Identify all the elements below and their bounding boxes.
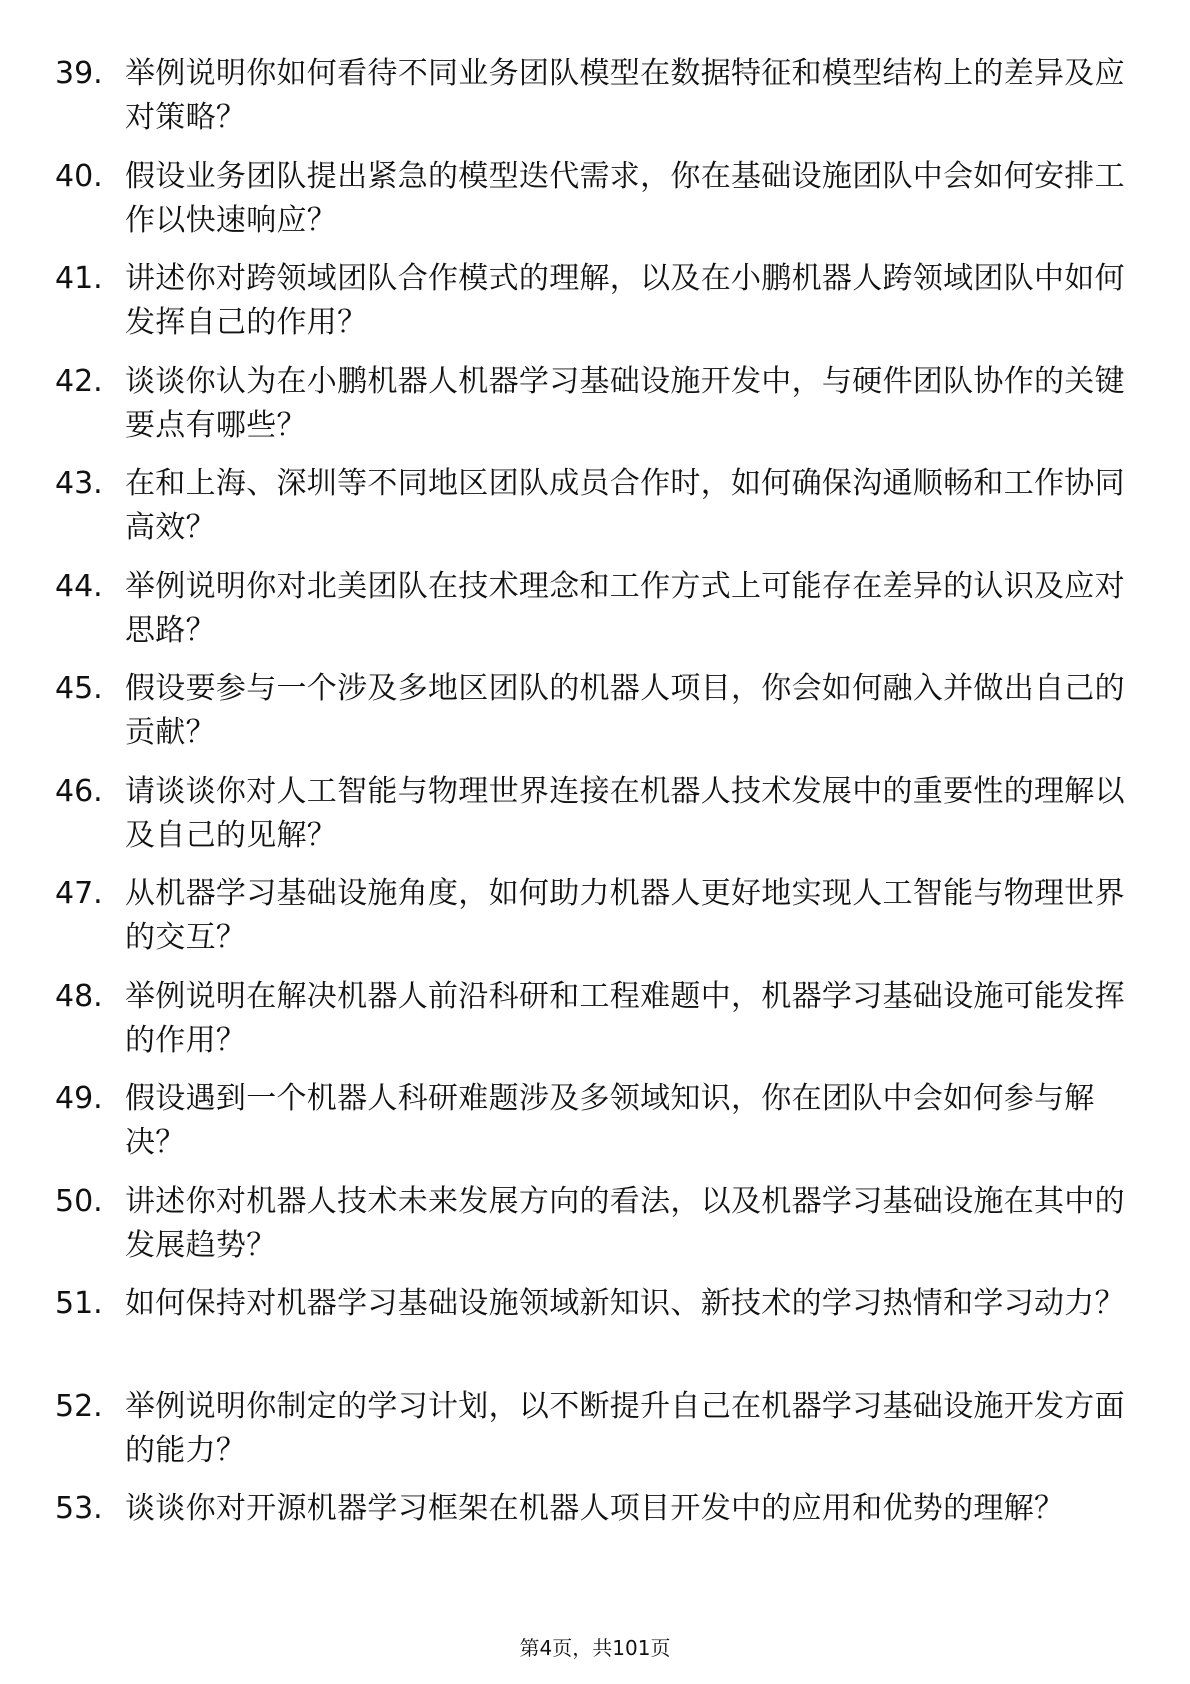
question-text: 讲述你对机器人技术未来发展方向的看法，以及机器学习基础设施在其中的发展趋势？ (125, 1183, 1125, 1263)
question-item (55, 1385, 1135, 1488)
question-text: 在和上海、深圳等不同地区团队成员合作时，如何确保沟通顺畅和工作协同高效？ (125, 466, 1125, 545)
question-number: 45. (55, 671, 103, 706)
question-number: 40. (55, 158, 103, 194)
question-number: 42. (55, 363, 103, 399)
question-item (55, 462, 1135, 565)
question-number: 46. (55, 773, 103, 809)
question-item (55, 1282, 1135, 1385)
question-number: 48. (55, 978, 103, 1014)
page-footer: 第4页，共101页 (519, 1636, 671, 1660)
question-number: 43. (55, 466, 103, 501)
question-item (55, 1077, 1135, 1180)
question-text: 请谈谈你对人工智能与物理世界连接在机器人技术发展中的重要性的理解以及自己的见解？ (125, 773, 1125, 853)
question-number: 41. (55, 261, 103, 296)
question-item (55, 52, 1135, 155)
question-item (55, 1487, 1135, 1590)
question-item (55, 770, 1135, 873)
question-text: 举例说明你制定的学习计划，以不断提升自己在机器学习基础设施开发方面的能力？ (125, 1388, 1125, 1468)
question-number: 47. (55, 876, 103, 911)
question-text: 谈谈你认为在小鹏机器人机器学习基础设施开发中，与硬件团队协作的关键要点有哪些？ (125, 363, 1125, 443)
question-item (55, 1180, 1135, 1283)
question-item (55, 565, 1135, 668)
question-number: 51. (55, 1286, 103, 1321)
question-number: 52. (55, 1388, 103, 1424)
question-number: 44. (55, 568, 103, 604)
question-item (55, 975, 1135, 1078)
question-number: 39. (55, 56, 103, 91)
question-list (55, 52, 1135, 1590)
question-text: 谈谈你对开源机器学习框架在机器人项目开发中的应用和优势的理解？ (125, 1491, 1065, 1526)
question-item (55, 257, 1135, 360)
question-item (55, 872, 1135, 975)
question-text: 从机器学习基础设施角度，如何助力机器人更好地实现人工智能与物理世界的交互？ (125, 876, 1125, 955)
question-item (55, 667, 1135, 770)
question-number: 49. (55, 1081, 103, 1116)
question-number: 53. (55, 1491, 103, 1526)
question-text: 讲述你对跨领域团队合作模式的理解，以及在小鹏机器人跨领域团队中如何发挥自己的作用？ (125, 261, 1125, 340)
question-text: 举例说明你对北美团队在技术理念和工作方式上可能存在差异的认识及应对思路？ (125, 568, 1125, 648)
question-text: 举例说明你如何看待不同业务团队模型在数据特征和模型结构上的差异及应对策略？ (125, 56, 1125, 135)
question-text: 假设业务团队提出紧急的模型迭代需求，你在基础设施团队中会如何安排工作以快速响应？ (125, 158, 1125, 238)
question-text: 举例说明在解决机器人前沿科研和工程难题中，机器学习基础设施可能发挥的作用？ (125, 978, 1125, 1058)
question-text: 如何保持对机器学习基础设施领域新知识、新技术的学习热情和学习动力？ (125, 1286, 1125, 1321)
question-text: 假设要参与一个涉及多地区团队的机器人项目，你会如何融入并做出自己的贡献？ (125, 671, 1125, 750)
question-text: 假设遇到一个机器人科研难题涉及多领域知识，你在团队中会如何参与解决？ (125, 1081, 1095, 1160)
question-number: 50. (55, 1183, 103, 1219)
question-item (55, 155, 1135, 258)
question-item (55, 360, 1135, 463)
